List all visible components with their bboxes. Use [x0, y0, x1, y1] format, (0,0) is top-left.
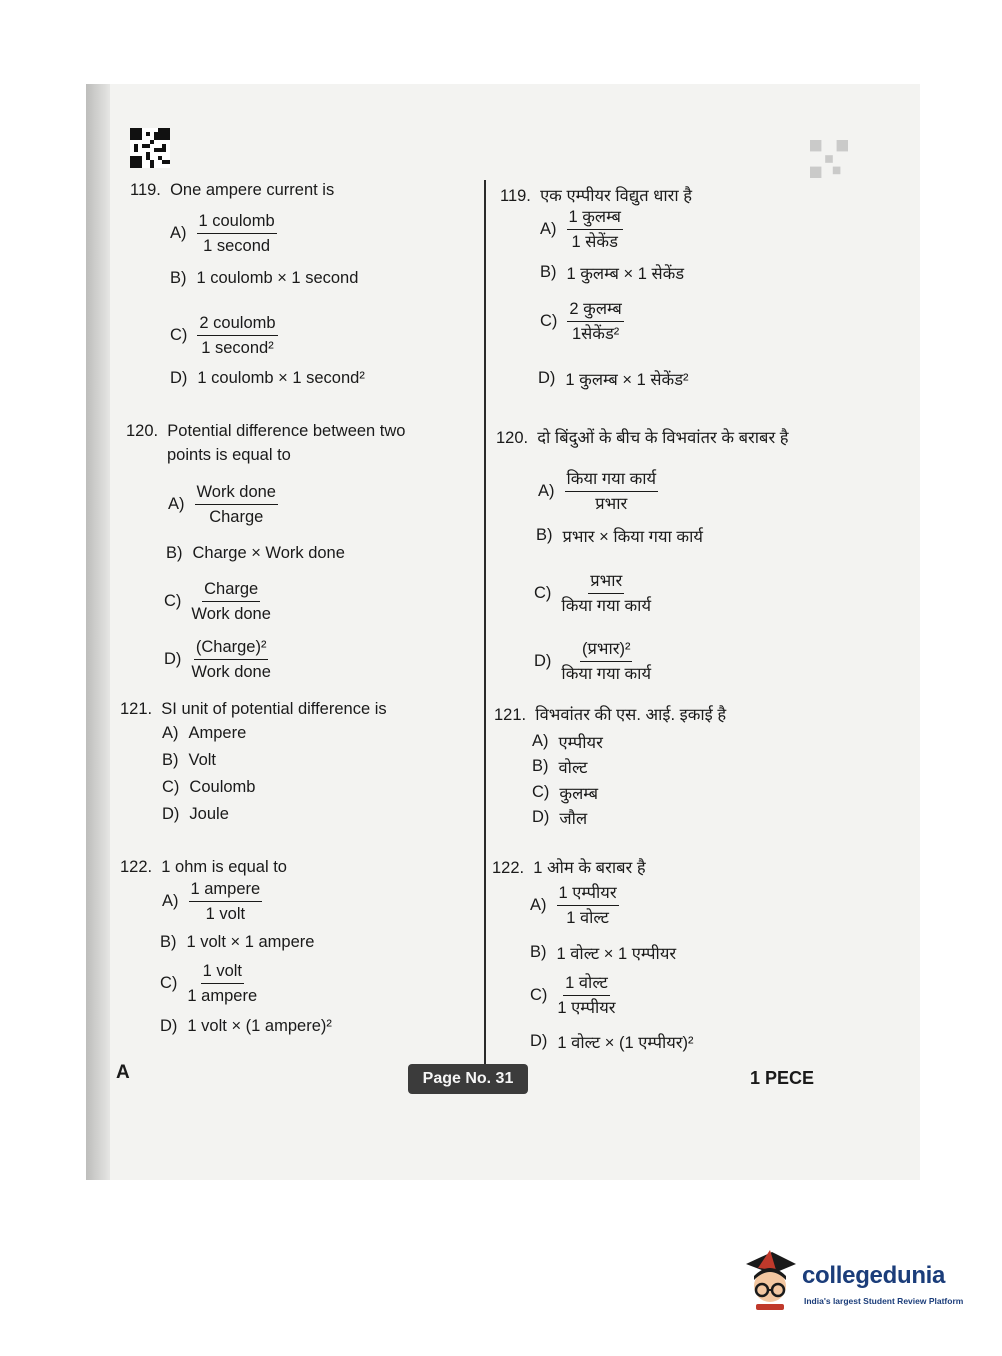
- option-c: C) कुलम्ब: [532, 783, 599, 803]
- fraction: $\frac{\text{1 कुलम्ब}}{\text{1 सेकेंड}}$: [568, 208, 621, 251]
- question-text: SI unit of potential difference is: [161, 700, 387, 718]
- option-a: A) Ampere: [162, 724, 247, 742]
- option-c: C) $\frac{\text{1 volt}}{\text{1 ampere}}$: [160, 962, 258, 1005]
- question-text: 1 ohm is equal to: [161, 858, 287, 876]
- fraction: $\frac{\text{1 volt}}{\text{1 ampere}}$: [187, 962, 258, 1005]
- question-number: 121.: [494, 706, 527, 724]
- option-d: D) जौल: [532, 808, 588, 828]
- fraction: $\frac{\text{1 एम्पीयर}}{\text{1 वोल्ट}}$: [558, 884, 617, 927]
- question-text: Potential difference between two: [167, 422, 406, 440]
- question-number: 120.: [496, 429, 529, 447]
- option-c: C) $\frac{\text{1 वोल्ट}}{\text{1 एम्पीयर}}$: [530, 974, 616, 1017]
- question-120-hi: [496, 427, 789, 449]
- question-text-line2: points is equal to: [167, 446, 291, 464]
- page-number-badge: Page No. 31: [408, 1064, 528, 1094]
- fraction: $\frac{\text{प्रभार}}{\text{किया गया कार्य}}$: [561, 572, 652, 615]
- option-b: B) प्रभार × किया गया कार्य: [536, 526, 703, 546]
- fraction: $\frac{\text{1 वोल्ट}}{\text{1 एम्पीयर}}$: [557, 974, 616, 1017]
- page-edge: [86, 84, 110, 1180]
- question-number: 121.: [120, 700, 153, 718]
- option-d: D) 1 कुलम्ब × 1 सेकेंड²: [538, 369, 689, 389]
- option-a: A) $\frac{\text{Work done}}{\text{Charge}}$: [168, 483, 276, 526]
- faded-qr-code-icon: [810, 140, 848, 178]
- option-d: D) $\frac{\text{(प्रभार)²}}{\text{किया गया कार्य}}$: [534, 640, 652, 683]
- qr-code-icon: [130, 128, 170, 168]
- question-119-en: [130, 179, 334, 201]
- fraction: $\frac{\text{(प्रभार)²}}{\text{किया गया कार्य}}$: [561, 640, 652, 683]
- option-d: D) $\frac{\text{(Charge)²}}{\text{Work done}}$: [164, 638, 271, 681]
- question-121-hi: [494, 704, 726, 726]
- question-number: 122.: [120, 858, 153, 876]
- option-c: C) $\frac{\text{2 कुलम्ब}}{\text{1सेकेंड²}}$: [540, 300, 622, 343]
- fraction: $\frac{\text{(Charge)²}}{\text{Work done}}$: [191, 638, 271, 681]
- fraction: $\frac{\text{2 coulomb}}{\text{1 second²}}$: [199, 314, 276, 357]
- option-c: C) $\frac{\text{2 coulomb}}{\text{1 second²}}$: [170, 314, 276, 357]
- question-text: 1 ओम के बराबर है: [533, 859, 646, 877]
- option-b: B) 1 कुलम्ब × 1 सेकेंड: [540, 263, 685, 283]
- brand-tagline: India's largest Student Review Platform: [804, 1296, 964, 1306]
- option-b: B) Charge × Work done: [166, 544, 345, 562]
- collegedunia-logo: [742, 1248, 972, 1314]
- option-a: A) एम्पीयर: [532, 732, 603, 752]
- option-c: C) Coulomb: [162, 778, 256, 796]
- question-number: 119.: [130, 181, 161, 199]
- question-text: दो बिंदुओं के बीच के विभवांतर के बराबर है: [537, 429, 789, 447]
- option-b: B) 1 coulomb × 1 second: [170, 269, 359, 287]
- question-text: विभवांतर की एस. आई. इकाई है: [535, 706, 727, 724]
- question-121-en: [120, 698, 387, 720]
- question-122-hi: [492, 857, 646, 879]
- question-number: 120.: [126, 422, 159, 440]
- option-b: B) वोल्ट: [532, 757, 588, 777]
- paper-code: 1 PECE: [750, 1068, 815, 1088]
- fraction: $\frac{\text{किया गया कार्य}}{\text{प्रभार}}$: [566, 470, 657, 513]
- brand-name: collegedunia: [802, 1262, 946, 1289]
- option-d: D) 1 coulomb × 1 second²: [170, 369, 365, 387]
- question-122-en: [120, 856, 287, 878]
- fraction: $\frac{\text{Charge}}{\text{Work done}}$: [191, 580, 271, 623]
- option-b: B) 1 volt × 1 ampere: [160, 933, 315, 951]
- option-c: C) $\frac{\text{प्रभार}}{\text{किया गया कार्य}}$: [534, 572, 652, 615]
- option-d: D) 1 वोल्ट × (1 एम्पीयर)²: [530, 1032, 694, 1052]
- option-a: A) $\frac{\text{1 कुलम्ब}}{\text{1 सेकेंड}}$: [540, 208, 621, 251]
- option-a: A) $\frac{\text{1 coulomb}}{\text{1 second}}$: [170, 212, 275, 255]
- option-a: A) $\frac{\text{1 एम्पीयर}}{\text{1 वोल्ट}}$: [530, 884, 617, 927]
- question-number: 119.: [500, 187, 531, 205]
- option-d: D) 1 volt × (1 ampere)²: [160, 1017, 332, 1035]
- question-120-en: [126, 420, 405, 442]
- question-number: 122.: [492, 859, 525, 877]
- option-b: B) Volt: [162, 751, 217, 769]
- question-119-hi: [500, 185, 692, 207]
- fraction: $\frac{\text{2 कुलम्ब}}{\text{1सेकेंड²}}$: [569, 300, 622, 343]
- option-b: B) 1 वोल्ट × 1 एम्पीयर: [530, 943, 677, 963]
- fraction: $\frac{\text{1 ampere}}{\text{1 volt}}$: [190, 880, 261, 923]
- fraction: $\frac{\text{Work done}}{\text{Charge}}$: [196, 483, 276, 526]
- option-a: A) $\frac{\text{1 ampere}}{\text{1 volt}}$: [162, 880, 261, 923]
- question-text: One ampere current is: [170, 181, 335, 199]
- series-label: A: [116, 1062, 130, 1083]
- option-d: D) Joule: [162, 805, 229, 823]
- column-divider: [484, 180, 486, 1064]
- mascot-icon: [742, 1248, 798, 1314]
- question-text: एक एम्पीयर विद्युत धारा है: [540, 187, 692, 205]
- fraction: $\frac{\text{1 coulomb}}{\text{1 second}}$: [198, 212, 275, 255]
- option-a: A) $\frac{\text{किया गया कार्य}}{\text{प्रभार}}$: [538, 470, 657, 513]
- option-c: C) $\frac{\text{Charge}}{\text{Work done}}$: [164, 580, 271, 623]
